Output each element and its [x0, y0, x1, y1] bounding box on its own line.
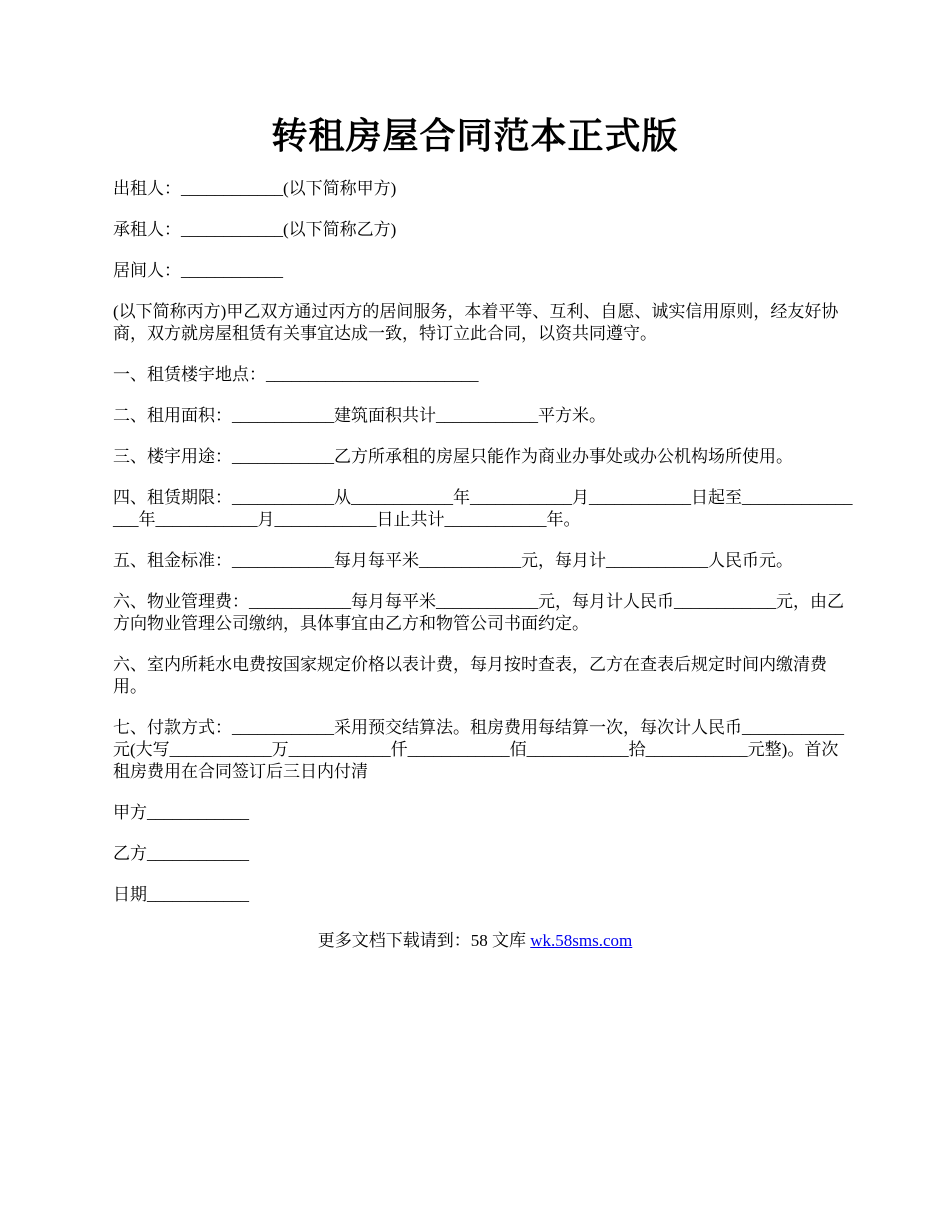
clause-property-fee: 六、物业管理费：____________每月每平米____________元，每月计人民币____________元，由乙方向物业管理公司缴纳，具体事宜由乙方和物管公司书面约定。: [113, 592, 844, 633]
clause-rent: 五、租金标准：____________每月每平米____________元，每月计____________人民币元。: [113, 551, 793, 570]
clause-payment: 七、付款方式：____________采用预交结算法。租房费用每结算一次，每次计人民币____________元(大写____________万____________仟____________佰____________拾____________元整)。首次租房费用在合同签订后三日内付清: [113, 718, 844, 781]
lessee-line: 承租人：____________(以下简称乙方): [113, 220, 397, 239]
lessor-line: 出租人：____________(以下简称甲方): [113, 179, 397, 198]
clause-usage: 三、楼宇用途：____________乙方所承租的房屋只能作为商业办事处或办公机构场所使用。: [113, 447, 793, 466]
intermediary-line: 居间人：____________: [113, 261, 283, 280]
signature-party-b: 乙方____________: [113, 844, 249, 863]
clause-area: 二、租用面积：____________建筑面积共计____________平方米。: [113, 406, 606, 425]
preamble-paragraph: (以下简称丙方)甲乙双方通过丙方的居间服务，本着平等、互利、自愿、诚实信用原则，经友好协商，双方就房屋租赁有关事宜达成一致，特订立此合同，以资共同遵守。: [113, 302, 839, 343]
footer-link[interactable]: wk.58sms.com: [530, 931, 633, 950]
footer: [0, 930, 950, 952]
footer-text: 更多文档下载请到：58 文库: [317, 931, 531, 950]
document-body: [113, 178, 853, 925]
signature-date: 日期____________: [113, 885, 249, 904]
clause-term: 四、租赁期限：____________从____________年____________月____________日起至________________年____________月____________日止共计____________年。: [113, 488, 853, 529]
signature-party-a: 甲方____________: [113, 803, 249, 822]
clause-utilities: 六、室内所耗水电费按国家规定价格以表计费，每月按时查表，乙方在查表后规定时间内缴清费用。: [113, 655, 827, 696]
document-title: 转租房屋合同范本正式版: [271, 116, 679, 156]
clause-location: 一、租赁楼宇地点：_________________________: [113, 365, 479, 384]
